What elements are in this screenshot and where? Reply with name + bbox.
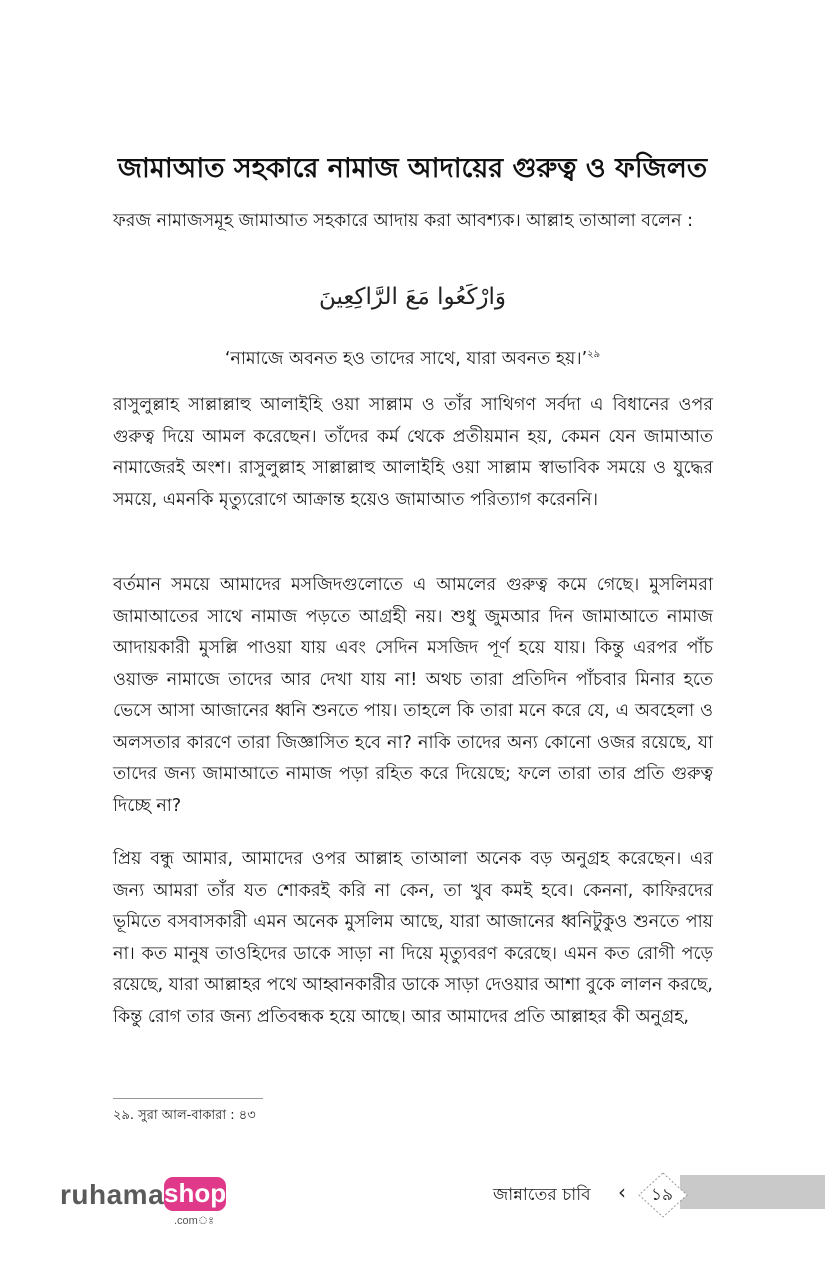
verse-translation: [0, 340, 825, 374]
footnote: ২৯. সুরা আল-বাকারা : ৪৩: [113, 1108, 256, 1123]
logo-badge: shop: [164, 1177, 226, 1211]
intro-paragraph: ফরজ নামাজসমূহ জামাআত সহকারে আদায় করা আবশ্যক। আল্লাহ তাআলা বলেন :: [113, 211, 693, 231]
translation-text: ‘নামাজে অবনত হও তাদের সাথে, যারা অবনত হয়।’: [224, 348, 588, 369]
arabic-verse: وَارْكَعُوا مَعَ الرَّاكِعِينَ: [318, 284, 507, 310]
section-heading: জামাআত সহকারে নামাজ আদায়ের গুরুত্ব ও ফজিলত: [117, 153, 708, 184]
footnote-ref: ২৯: [587, 349, 601, 360]
body-paragraph-2: বর্তমান সময়ে আমাদের মসজিদগুলোতে এ আমলের গুরুত্ব কমে গেছে। মুসলিমরা জামাআতের সাথে নামাজ পড়তে আগ্রহী নয়। শুধু জুমআর দিন জামাআতে নামাজ আদায়কারী মুসল্লি পাওয়া যায় এবং সেদিন মসজিদ পূর্ণ হয়ে যায়। কিন্তু এরপর পাঁচ ওয়াক্ত নামাজে তাদের আর দেখা যায় না! অথচ তারা প্রতিদিন পাঁচবার মিনার হতে ভেসে আসা আজানের ধ্বনি শুনতে পায়। তাহলে কি তারা মনে করে যে, এ অবহেলা ও অলসতার কারণে তারা জিজ্ঞাসিত হবে না? নাকি তাদের অন্য কোনো ওজর রয়েছে, যা তাদের জন্য জামাআতে নামাজ পড়া রহিত করে দিয়েছে; ফলে তারা তার প্রতি গুরুত্ব দিচ্ছে না?: [113, 575, 713, 816]
logo-domain: .comঃ: [174, 1215, 215, 1227]
body-paragraph-3: প্রিয় বন্ধু আমার, আমাদের ওপর আল্লাহ তাআলা অনেক বড় অনুগ্রহ করেছেন। এর জন্য আমরা তাঁর যত শোকরই করি না কেন, তা খুব কমই হবে। কেননা, কাফিরদের ভূমিতে বসবাসকারী এমন অনেক মুসলিম আছে, যারা আজানের ধ্বনিটুকুও শুনতে পায় না। কত মানুষ তাওহিদের ডাকে সাড়া না দিয়ে মৃত্যুবরণ করেছে। এমন কত রোগী পড়ে রয়েছে, যারা আল্লাহর পথে আহ্বানকারীর ডাকে সাড়া দেওয়ার আশা বুকে লালন করছে, কিন্তু রোগ তার জন্য প্রতিবন্ধক হয়ে আছে। আর আমাদের প্রতি আল্লাহর কী অনুগ্রহ,: [113, 849, 713, 1027]
page-number: ১৯: [650, 1185, 674, 1205]
logo-text: ruhama: [60, 1179, 165, 1210]
chevron-left-icon: ‹: [618, 1180, 626, 1204]
running-footer-title: জান্নাতের চাবি: [493, 1185, 591, 1205]
footer-bar: [680, 1175, 825, 1209]
body-paragraph-1: রাসুলুল্লাহ সাল্লাল্লাহু আলাইহি ওয়া সাল্লাম ও তাঁর সাথিগণ সর্বদা এ বিধানের ওপর গুরুত্ব দিয়ে আমল করেছেন। তাঁদের কর্ম থেকে প্রতীয়মান হয়, কেমন যেন জামাআত নামাজেরই অংশ। রাসুলুল্লাহ সাল্লাল্লাহু আলাইহি ওয়া সাল্লাম স্বাভাবিক সময়ে ও যুদ্ধের সময়ে, এমনকি মৃত্যুরোগে আক্রান্ত হয়েও জামাআত পরিত্যাগ করেননি।: [113, 395, 713, 510]
ruhamashop-logo: [60, 1177, 235, 1227]
footnote-divider: [113, 1098, 263, 1099]
